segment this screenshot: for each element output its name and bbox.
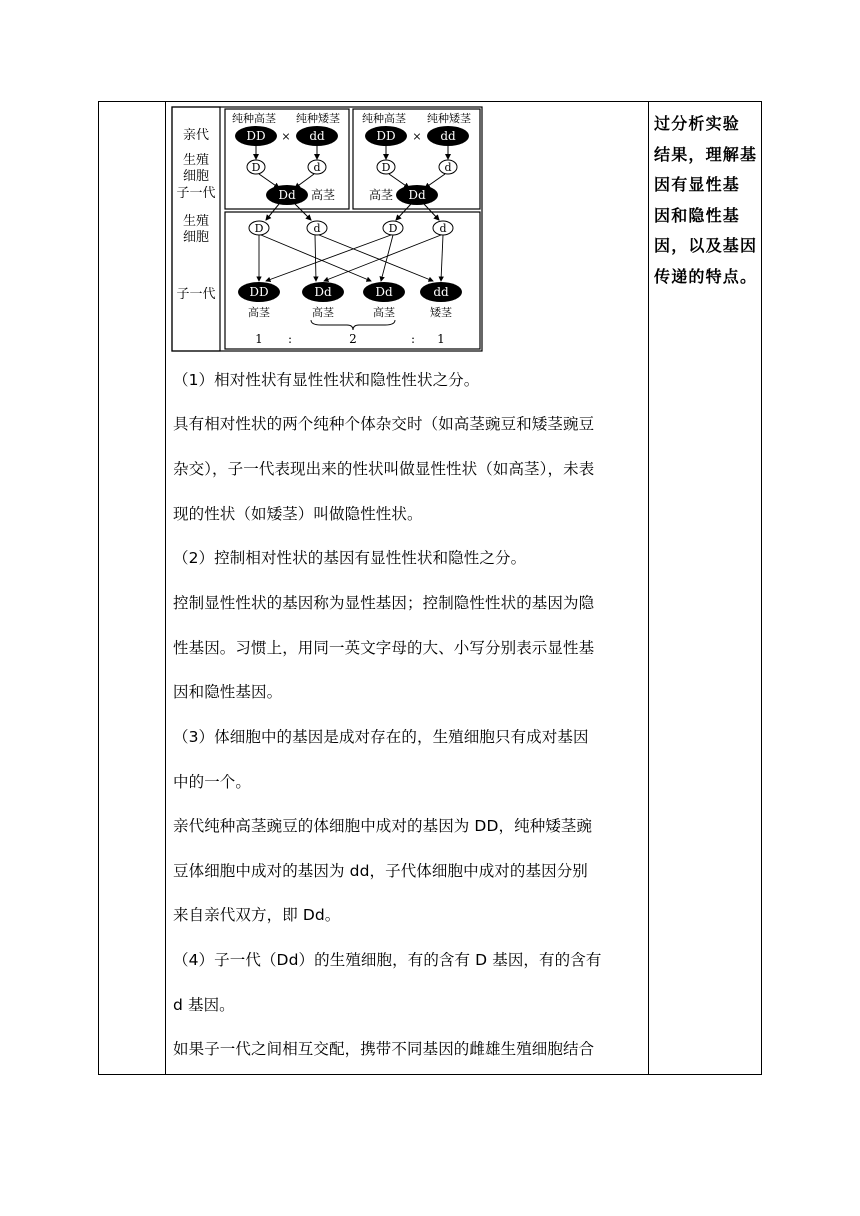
table-top-border <box>98 101 762 102</box>
f1-gamete-label: d <box>313 222 321 235</box>
paragraph-line: d 基因。 <box>173 996 235 1014</box>
row-label-parent: 亲代 <box>182 128 210 143</box>
paragraph-line: 性基因。习惯上，用同一英文字母的大、小写分别表示显性基 <box>173 639 595 657</box>
objective-line: 过分析实验 <box>654 114 741 133</box>
gamete-d-label: d <box>313 161 321 174</box>
paragraph-line: 豆体细胞中成对的基因为 dd，子代体细胞中成对的基因分别 <box>173 862 588 880</box>
offspring-label: DD <box>249 285 269 299</box>
offspring-label: dd <box>433 285 449 299</box>
paragraph-line: 来自亲代双方，即 Dd。 <box>173 906 341 924</box>
paragraph-line: 中的一个。 <box>173 773 252 791</box>
paragraph-line: 亲代纯种高茎豌豆的体细胞中成对的基因为 DD，纯种矮茎豌 <box>173 817 593 835</box>
cross-sign: × <box>281 130 291 143</box>
row-label-germ: 生殖 <box>182 214 210 229</box>
gamete-D-label: D <box>251 161 261 174</box>
ratio-value: 2 <box>349 332 357 346</box>
label-column-frame <box>172 107 220 351</box>
paragraph-line: 如果子一代之间相互交配，携带不同基因的雌雄生殖细胞结合 <box>173 1040 595 1058</box>
objective-text <box>654 109 760 292</box>
f1-phenotype: 高茎 <box>368 188 394 202</box>
paragraph-line: 现的性状（如矮茎）叫做隐性性状。 <box>173 505 423 523</box>
ratio-value: 1 <box>255 332 263 346</box>
ratio-value: 1 <box>437 332 445 346</box>
f1-Dd-label: Dd <box>278 188 296 202</box>
objective-line: 因有显性基 <box>654 175 741 194</box>
label-pure-tall: 纯种高茎 <box>232 112 276 125</box>
label-pure-tall: 纯种高茎 <box>362 112 406 125</box>
paragraph-line: 杂交），子一代表现出来的性状叫做显性性状（如高茎），未表 <box>173 460 595 478</box>
f1-phenotype: 高茎 <box>310 188 336 202</box>
point-heading: （2）控制相对性状的基因有显性性状和隐性之分。 <box>173 549 527 567</box>
f1-gamete-label: D <box>254 222 264 235</box>
row-label-germ: 细胞 <box>182 169 210 184</box>
table-border-left <box>98 101 99 1075</box>
offspring-label: Dd <box>314 285 332 299</box>
parent-dd-label: dd <box>440 129 456 143</box>
cross-sign: × <box>412 130 422 143</box>
objective-line: 因和隐性基 <box>654 205 741 225</box>
table-border-right <box>761 101 762 1075</box>
offspring-phenotype: 高茎 <box>312 306 334 319</box>
ratio-sep: : <box>410 332 416 346</box>
f1-gamete-label: D <box>388 222 398 235</box>
gamete-D-label: D <box>381 161 391 174</box>
point-heading: （3）体细胞中的基因是成对存在的，生殖细胞只有成对基因 <box>173 728 589 746</box>
offspring-phenotype: 高茎 <box>248 306 270 319</box>
gamete-d-label: d <box>444 161 452 174</box>
table-divider-1 <box>165 101 166 1075</box>
parent-DD-label: DD <box>246 129 266 143</box>
genetic-cross-diagram <box>171 106 483 352</box>
point-heading: （4）子一代（Dd）的生殖细胞，有的含有 D 基因，有的含有 <box>173 951 602 969</box>
paragraph-line: 具有相对性状的两个纯种个体杂交时（如高茎豌豆和矮茎豌豆 <box>173 415 595 433</box>
f1-gamete-label: d <box>439 222 447 235</box>
objective-line: 结果，理解基 <box>654 144 758 164</box>
table-bottom-border <box>98 1074 762 1075</box>
row-label-germ: 细胞 <box>182 230 210 245</box>
parent-dd-label: dd <box>309 129 325 143</box>
ratio-sep: : <box>287 332 293 346</box>
lesson-table <box>98 101 762 1075</box>
f1-Dd-label: Dd <box>408 188 426 202</box>
objective-line: 因，以及基因 <box>654 236 758 255</box>
label-pure-short: 纯种矮茎 <box>296 112 340 125</box>
row-label-germ: 生殖 <box>182 153 210 168</box>
paragraph-line: 控制显性性状的基因称为显性基因；控制隐性性状的基因为隐 <box>173 594 595 612</box>
paragraph-line: 因和隐性基因。 <box>173 683 283 701</box>
label-pure-short: 纯种矮茎 <box>427 112 471 125</box>
table-divider-2 <box>648 101 649 1075</box>
objective-line: 传递的特点。 <box>654 266 758 286</box>
offspring-phenotype: 高茎 <box>373 306 395 319</box>
point-heading: （1）相对性状有显性性状和隐性性状之分。 <box>173 371 480 389</box>
parent-DD-label: DD <box>376 129 396 143</box>
offspring-phenotype: 矮茎 <box>430 306 452 319</box>
ratio-brace <box>311 320 395 330</box>
row-label-f1: 子一代 <box>176 186 216 201</box>
row-label-f1: 子一代 <box>176 287 216 302</box>
offspring-label: Dd <box>375 285 393 299</box>
